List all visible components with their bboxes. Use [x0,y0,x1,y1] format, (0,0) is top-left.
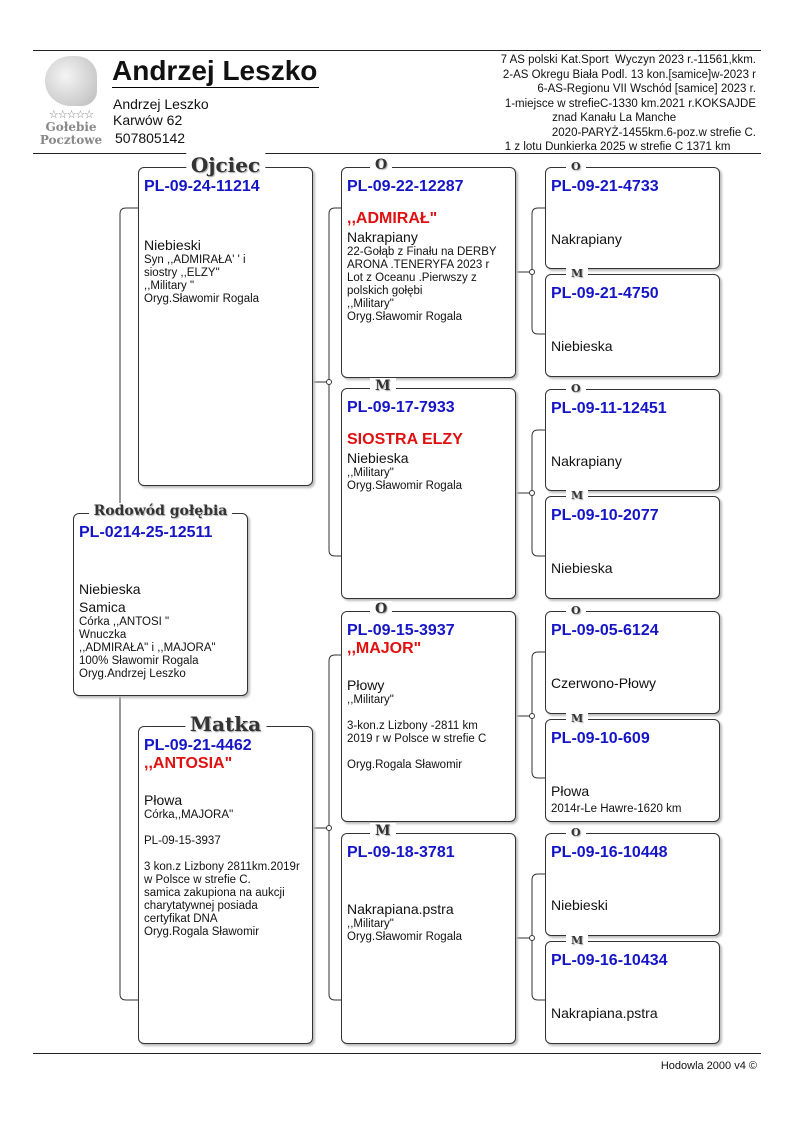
pigeon-name: ,,MAJOR" [347,640,422,657]
footer-credit: Hodowla 2000 v4 © [660,1060,757,1072]
pigeon-notes: ,,Military" 3-kon.z Lizbony -2811 km 2019 r w Polsce w strefie C Oryg.Rogala Sławomir [347,694,487,771]
pigeon-color: Płowy [347,677,385,693]
card-label: M [370,378,396,394]
ring-number: PL-09-22-12287 [347,178,464,195]
ring-number: PL-09-15-3937 [347,622,455,639]
pigeon-notes: Syn ,,ADMIRAŁA' ' i siostry ,,ELZY" ,,Military " Oryg.Sławomir Rogala [144,254,260,305]
pedigree-card-mmf [545,826,720,936]
pedigree-card-mff [545,604,720,714]
card-label: Matka [185,712,266,736]
contact-name: Andrzej Leszko [113,96,209,112]
stars-icon: ☆☆☆☆☆ [48,109,94,121]
pedigree-card-mmm [545,934,720,1044]
pedigree-card-mm [341,823,516,1044]
pigeon-color: Niebieska [551,560,613,576]
pigeon-color: Nakrapiany [347,229,418,245]
pedigree-card-fm [341,378,516,599]
card-label: Ojciec [186,153,265,177]
pigeon-color: Niebieski [551,897,608,913]
pigeon-color: Nakrapiana.pstra [551,1005,658,1021]
pedigree-card-fmm [545,489,720,599]
achievement: 2-AS Okregu Biała Podl. 13 kon.[samice]w-2023 r [502,68,756,81]
pigeon-color: Czerwono-Płowy [551,675,657,691]
card-label: M [566,934,588,947]
ring-number: PL-09-16-10434 [551,952,668,969]
pigeon-color: Płowa [144,792,183,808]
card-label: O [566,826,586,839]
card-label: M [566,712,588,725]
owner-name: Andrzej Leszko [112,55,318,86]
pigeon-color: Nakrapiany [551,231,622,247]
card-label: O [370,601,392,617]
pigeon-name: ,,ADMIRAŁ" [347,210,438,227]
address: Karwów 62 [113,112,183,128]
pigeon-color: Płowa [551,783,590,799]
achievement: 1-miejsce w strefieC-1330 km.2021 r.KOKSAJDE [504,97,756,110]
logo-text: Pocztowe [39,133,103,147]
card-label: M [370,823,396,839]
pigeon-name: SIOSTRA ELZY [347,431,463,448]
ring-number: PL-09-05-6124 [551,622,659,639]
phone: 507805142 [115,130,186,146]
ring-number: PL-09-11-12451 [551,400,667,417]
achievement: 1 z lotu Dunkierka 2025 w strefie C 1371 km [504,141,756,153]
pedigree-card-mf [341,601,516,822]
achievement: 7 AS polski Kat.Sport Wyczyn 2023 r.-11561,kkm. [500,54,756,66]
pedigree-card-root [73,503,248,696]
pigeon-color: Niebieska Samica [79,581,141,615]
achievement: 6-AS-Regionu VII Wschód [samice] 2023 r. [537,83,756,95]
pedigree-card-ff [341,157,516,378]
pigeon-notes: ,,Military" Oryg.Sławomir Rogala [347,918,463,943]
ring-number: PL-09-21-4750 [551,285,659,302]
pedigree-card-mother [138,712,313,1044]
card-label: M [566,267,588,280]
card-label: O [370,157,392,173]
pedigree-card-fff [545,160,720,269]
pigeon-color: Niebieski [144,237,201,253]
ring-number: PL-09-10-609 [551,730,650,747]
card-label: O [566,604,586,617]
card-label: O [566,160,586,173]
ring-number: PL-0214-25-12511 [79,524,213,541]
pigeon-notes: 2014r-Le Hawre-1620 km [551,803,682,815]
achievement: 2020-PARYŻ-1455km.6-poz.w strefie C. [551,126,756,139]
pigeon-name: ,,ANTOSIA" [144,755,233,772]
pigeon-color: Niebieska [551,338,613,354]
ring-number: PL-09-18-3781 [347,844,455,861]
pedigree-card-fmf [545,382,720,491]
ring-number: PL-09-10-2077 [551,507,659,524]
pigeon-color: Niebieska [347,450,409,466]
pigeon-notes: ,,Military" Oryg.Sławomir Rogala [347,467,463,492]
card-label: O [566,382,586,395]
pigeon-color: Nakrapiany [551,453,622,469]
pigeon-notes: Córka ,,ANTOSI " Wnuczka ,,ADMIRAŁA" i ,,MAJORA" 100% Sławomir Rogala Oryg.Andrzej Leszko [79,616,216,680]
ring-number: PL-09-21-4733 [551,178,659,195]
ring-number: PL-09-17-7933 [347,399,455,416]
pigeon-notes: 22-Gołąb z Finału na DERBY ARONA .TENERYFA 2023 r Lot z Oceanu .Pierwszy z polskich gołębi ,,Military" Oryg.Sławomir Rogala [347,246,497,323]
achievement: znad Kanału La Manche [552,112,756,124]
card-label: Rodowód gołębia [89,503,233,519]
pedigree-card-mfm [545,712,720,822]
ring-number: PL-09-21-4462 [144,737,252,754]
ring-number: PL-09-24-11214 [144,178,260,195]
logo-text: Gołebie [45,120,97,134]
pigeon-color: Nakrapiana.pstra [347,901,454,917]
card-label: M [566,489,588,502]
pedigree-card-ffm [545,267,720,377]
pedigree-card-father [138,153,313,486]
pigeon-notes: Córka,,MAJORA'' PL-09-15-3937 3 kon.z Lizbony 2811km.2019r w Polsce w strefie C. samica zakupiona na aukcji charytatywnej posiada certyfikat DNA Oryg.Rogala Sławomir [144,809,300,938]
ring-number: PL-09-16-10448 [551,844,668,861]
